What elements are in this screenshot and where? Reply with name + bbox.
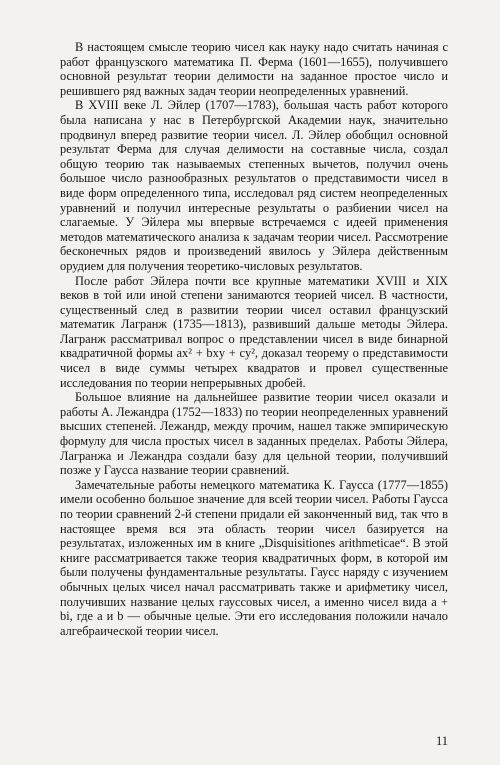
paragraph-lagrange: После работ Эйлера почти все крупные математики XVIII и XIX веков в той или иной степени занимаются теорией чисел. В частности, существенный след в развитии теории чисел оставил французский математик Лагранж (1735—1813), развивший дальше методы Эйлера. Лагранж рассматривал вопрос о представлении чисел в виде бинарной квадратичной формы ax² + bxy + cy², доказал теорему о представимости чисел в виде суммы четырех квадратов и провел существенные исследования по теории непрерывных дробей.	[60, 273, 448, 390]
paragraph-gauss: Замечательные работы немецкого математика К. Гаусса (1777—1855) имели особенно большое значение для всей теории чисел. Работы Гаусса по теории сравнений 2-й степени придали ей законченный вид, так что в настоящее время вся эта область теории чисел базируется на результатах, изложенных им в книге „Disquisitiones arithmeticae“. В этой книге рассматривается также теория квадратичных форм, в которой им были получены фундаментальные результаты. Гаусс наряду с изучением обычных целых чисел начал рассматривать также и арифметику чисел, получивших название целых гауссовых чисел, а именно чисел вида a + bi, где a и b — обычные целые. Эти его исследования положили начало алгебраической теории чисел.	[60, 477, 448, 638]
paragraph-legendre: Большое влияние на дальнейшее развитие теории чисел оказали и работы А. Лежандра (1752—1833) по теории неопределенных уравнений высших степеней. Лежандр, между прочим, нашел также эмпирическую формулу для числа простых чисел в заданных пределах. Работы Эйлера, Лагранжа и Лежандра создали базу для цельной теории, получивший позже у Гаусса название теории сравнений.	[60, 390, 448, 478]
page-number: 11	[436, 734, 449, 748]
paragraph-fermat: В настоящем смысле теорию чисел как науку надо считать начиная с работ французского математика П. Ферма (1601—1655), получившего основной результат теории делимости на заданное простое число и решившего ряд важных задач теории неопределенных уравнений.	[60, 40, 448, 98]
body-text	[60, 40, 448, 638]
paragraph-euler: В XVIII веке Л. Эйлер (1707—1783), большая часть работ которого была написана у нас в Петербургской Академии наук, значительно продвинул вперед развитие теории чисел. Л. Эйлер обобщил основной результат Ферма для случая делимости на составные числа, создал общую теорию так называемых степенных вычетов, получил очень большое число разнообразных результатов о представимости чисел в виде форм определенного типа, исследовал ряд систем неопределенных уравнений и получил интересные результаты о разбиении чисел на слагаемые. У Эйлера мы впервые встречаемся с идеей применения методов математического анализа к задачам теории чисел. Рассмотрение бесконечных рядов и произведений явилось у Эйлера действенным орудием для получения теоретико-числовых результатов.	[60, 98, 448, 273]
